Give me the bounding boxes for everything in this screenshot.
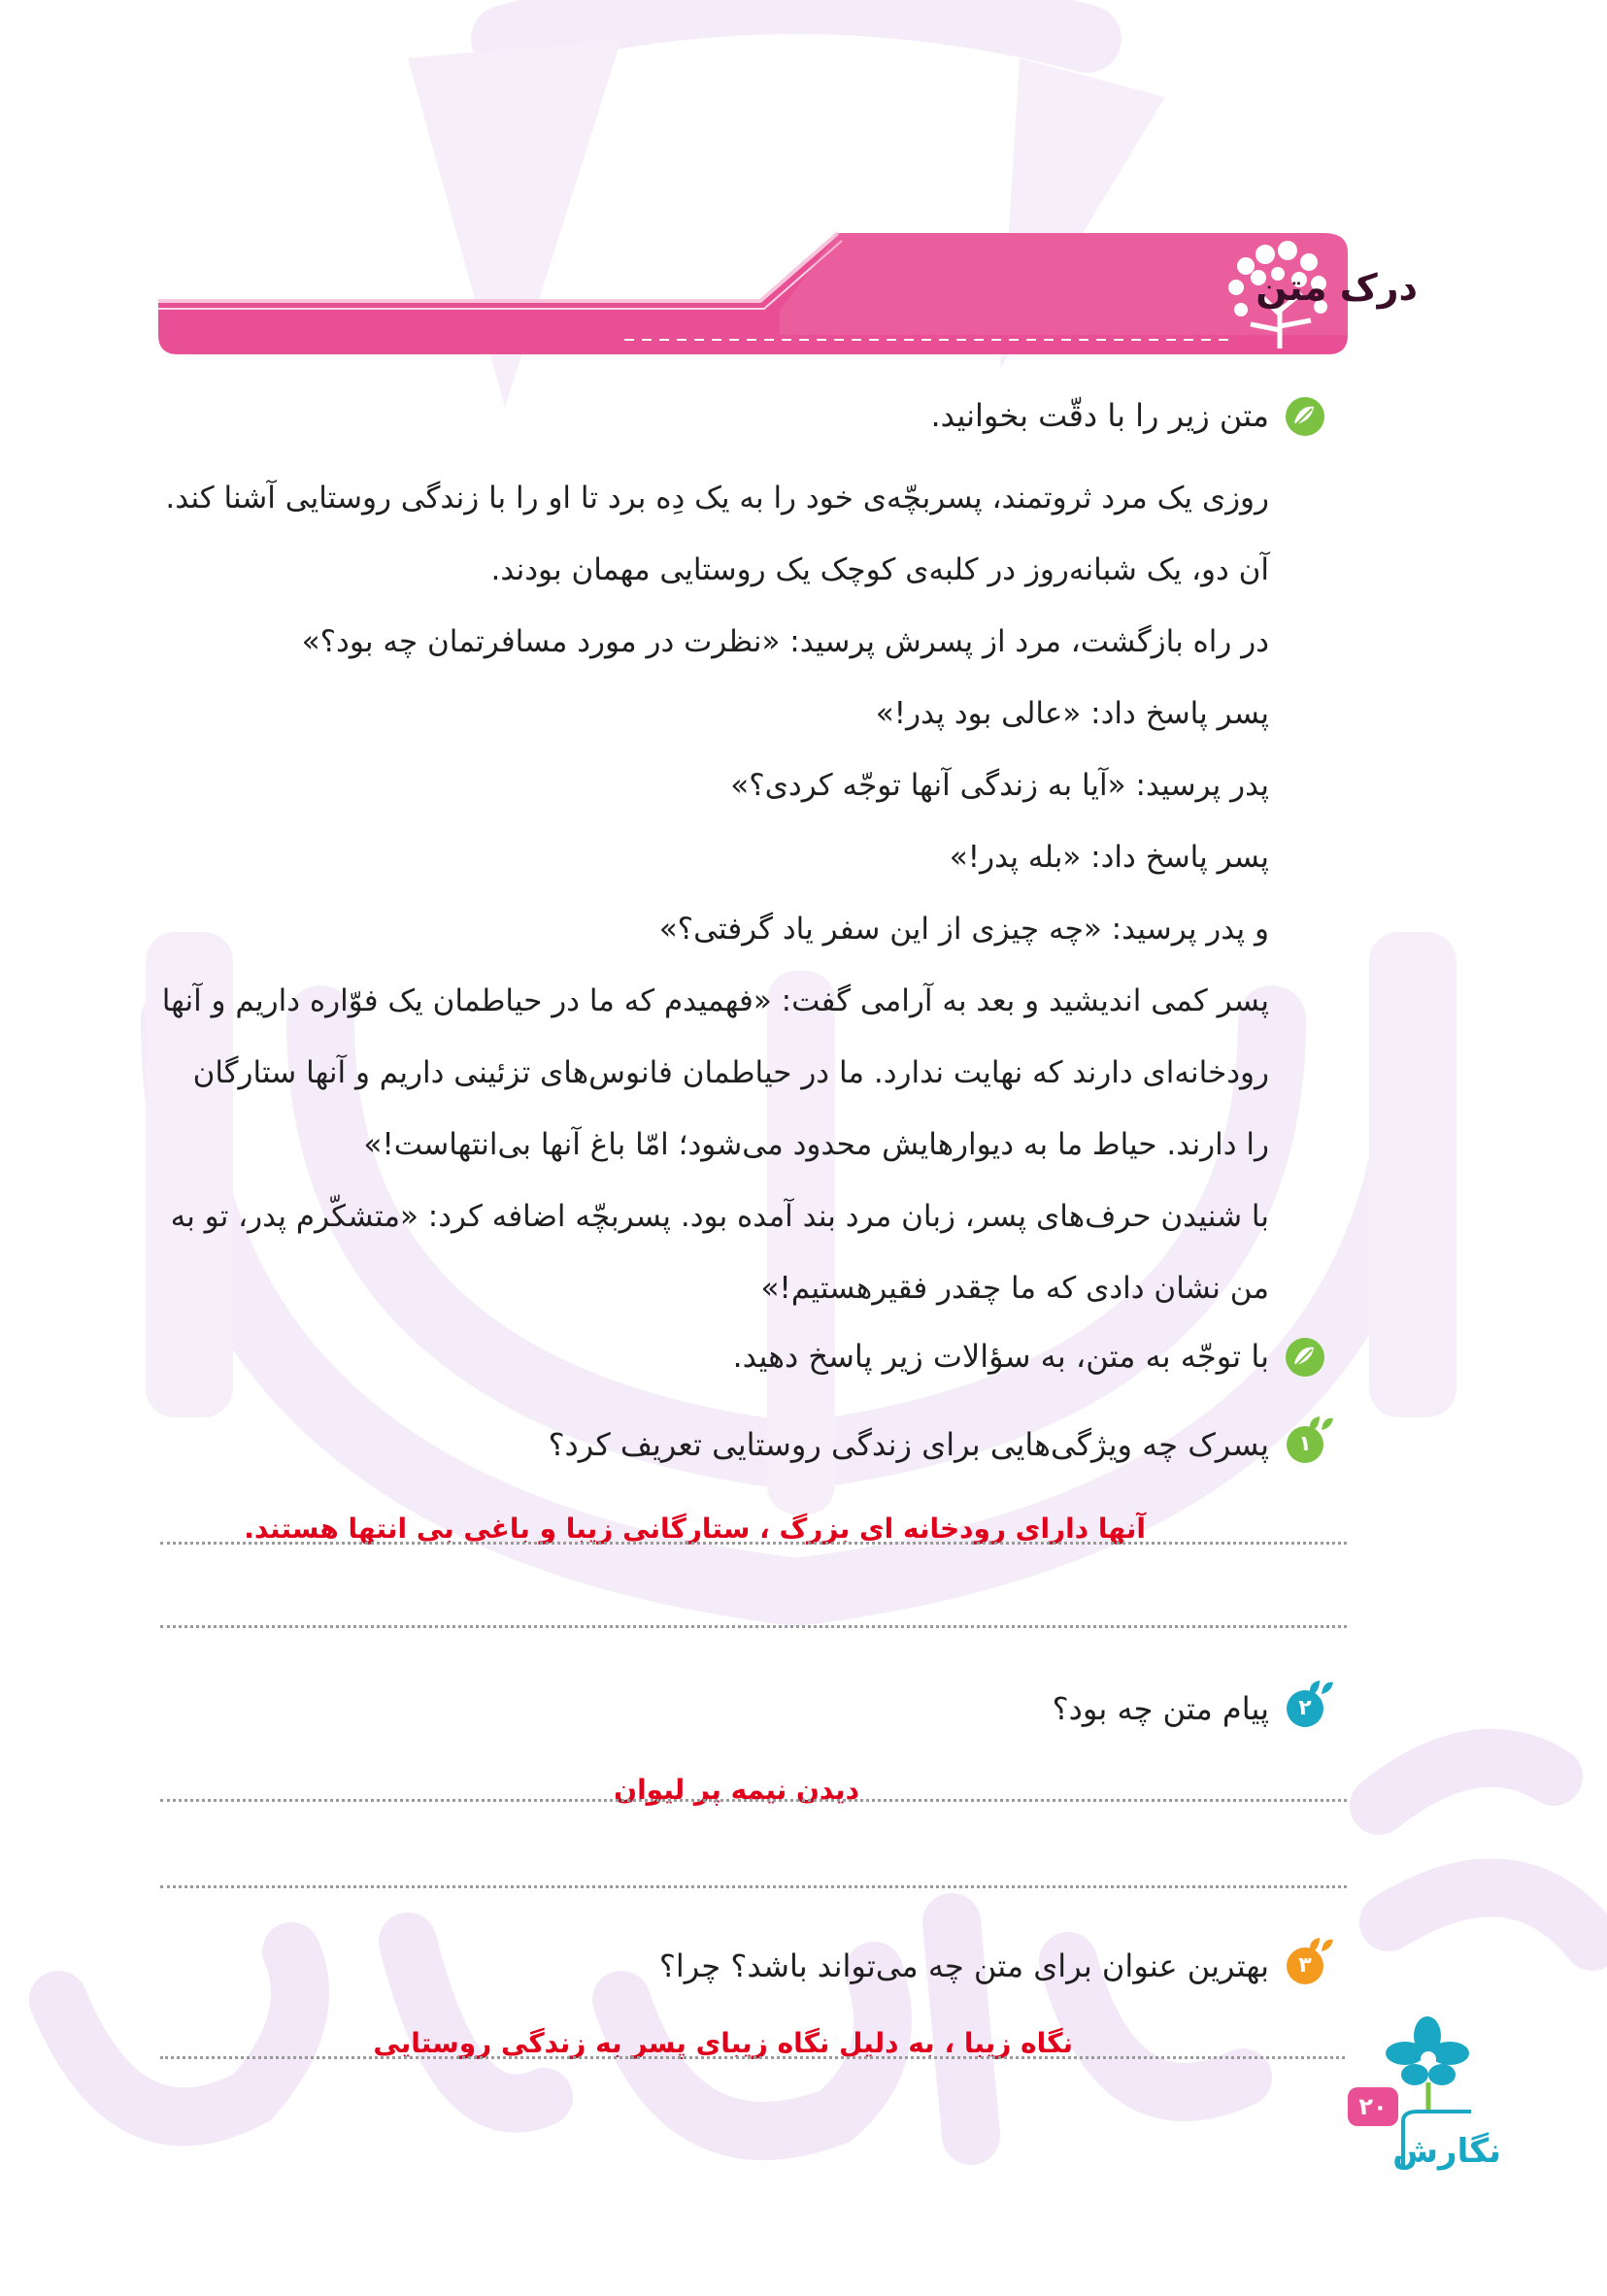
question-number-badge: ۳	[1287, 1947, 1323, 1984]
story-line: پسر پاسخ داد: «بله پدر!»	[949, 840, 1269, 875]
story-line: رودخانه‌ای دارند که نهایت ندارد. ما در حیاطمان فانوس‌های تزئینی داریم و آنها ستارگان	[192, 1055, 1269, 1090]
story-line: را دارند. حیاط ما به دیوارهایش محدود می‌شود؛ امّا باغ آنها بی‌انتهاست!»	[363, 1127, 1269, 1162]
answer-3: نگاه زیبا ، به دلیل نگاه زیبای پسر به زندگی روستایی	[373, 2027, 1073, 2059]
answer-line	[160, 1625, 1347, 1628]
sprout-icon	[1306, 1934, 1335, 1955]
read-instruction-text: متن زیر را با دقّت بخوانید.	[930, 397, 1269, 434]
question-1	[201, 1420, 1312, 1469]
sprout-icon	[1306, 1677, 1335, 1698]
question-3	[201, 1942, 1312, 1990]
sprout-icon	[1306, 1413, 1335, 1434]
story-line: با شنیدن حرف‌های پسر، زبان مرد بند آمده بود. پسربچّه اضافه کرد: «متشکّرم پدر، تو به	[170, 1199, 1269, 1234]
page-number: ۲۰	[1348, 2087, 1398, 2126]
answer-line	[160, 1885, 1347, 1888]
section-title: درک متن	[1255, 266, 1418, 309]
question-text: پیام متن چه بود؟	[1052, 1690, 1269, 1727]
question-number-badge: ۲	[1287, 1690, 1323, 1727]
leaf-bullet-icon	[1283, 1336, 1327, 1379]
story-line: آن دو، یک شبانه‌روز در کلبه‌ی کوچک یک روستایی مهمان بودند.	[490, 552, 1269, 587]
answer-line	[160, 2056, 1345, 2059]
story-line: پسر کمی اندیشید و بعد به آرامی گفت: «فهمیدم که ما در حیاطمان یک فوّاره داریم و آنها	[161, 983, 1269, 1018]
answer-2: دیدن نیمه پر لیوان	[614, 1774, 859, 1806]
story-line: پسر پاسخ داد: «عالی بود پدر!»	[875, 696, 1269, 731]
question-2	[201, 1684, 1312, 1733]
answer-instruction-text: با توجّه به متن، به سؤالات زیر پاسخ دهید.	[732, 1338, 1269, 1375]
story-line: روزی یک مرد ثروتمند، پسربچّه‌ی خود را به یک دِه برد تا او را با زندگی روستایی آشنا کند.	[165, 481, 1269, 516]
question-text: پسرک چه ویژگی‌هایی برای زندگی روستایی تعریف کرد؟	[548, 1426, 1269, 1463]
answer-instruction	[201, 1332, 1269, 1381]
answer-line	[160, 1542, 1347, 1545]
leaf-bullet-icon	[1283, 395, 1327, 438]
question-text: بهترین عنوان برای متن چه می‌تواند باشد؟ چرا؟	[658, 1947, 1269, 1984]
story-line: و پدر پرسید: «چه چیزی از این سفر یاد گرفتی؟»	[658, 912, 1269, 947]
story-line: در راه بازگشت، مرد از پسرش پرسید: «نظرت در مورد مسافرتمان چه بود؟»	[301, 624, 1269, 659]
story-text	[157, 462, 1269, 1324]
story-line: پدر پرسید: «آیا به زندگی آنها توجّه کردی؟»	[730, 768, 1269, 803]
answer-line	[160, 1799, 1347, 1802]
logo-text: نگارش	[1392, 2132, 1501, 2171]
read-instruction	[201, 391, 1269, 440]
answer-1: آنها دارای رودخانه ای بزرگ ، ستارگانی زیبا و باغی بی انتها هستند.	[244, 1513, 1146, 1545]
question-number-badge: ۱	[1287, 1426, 1323, 1463]
story-line: من نشان دادی که ما چقدر فقیرهستیم!»	[760, 1271, 1269, 1306]
